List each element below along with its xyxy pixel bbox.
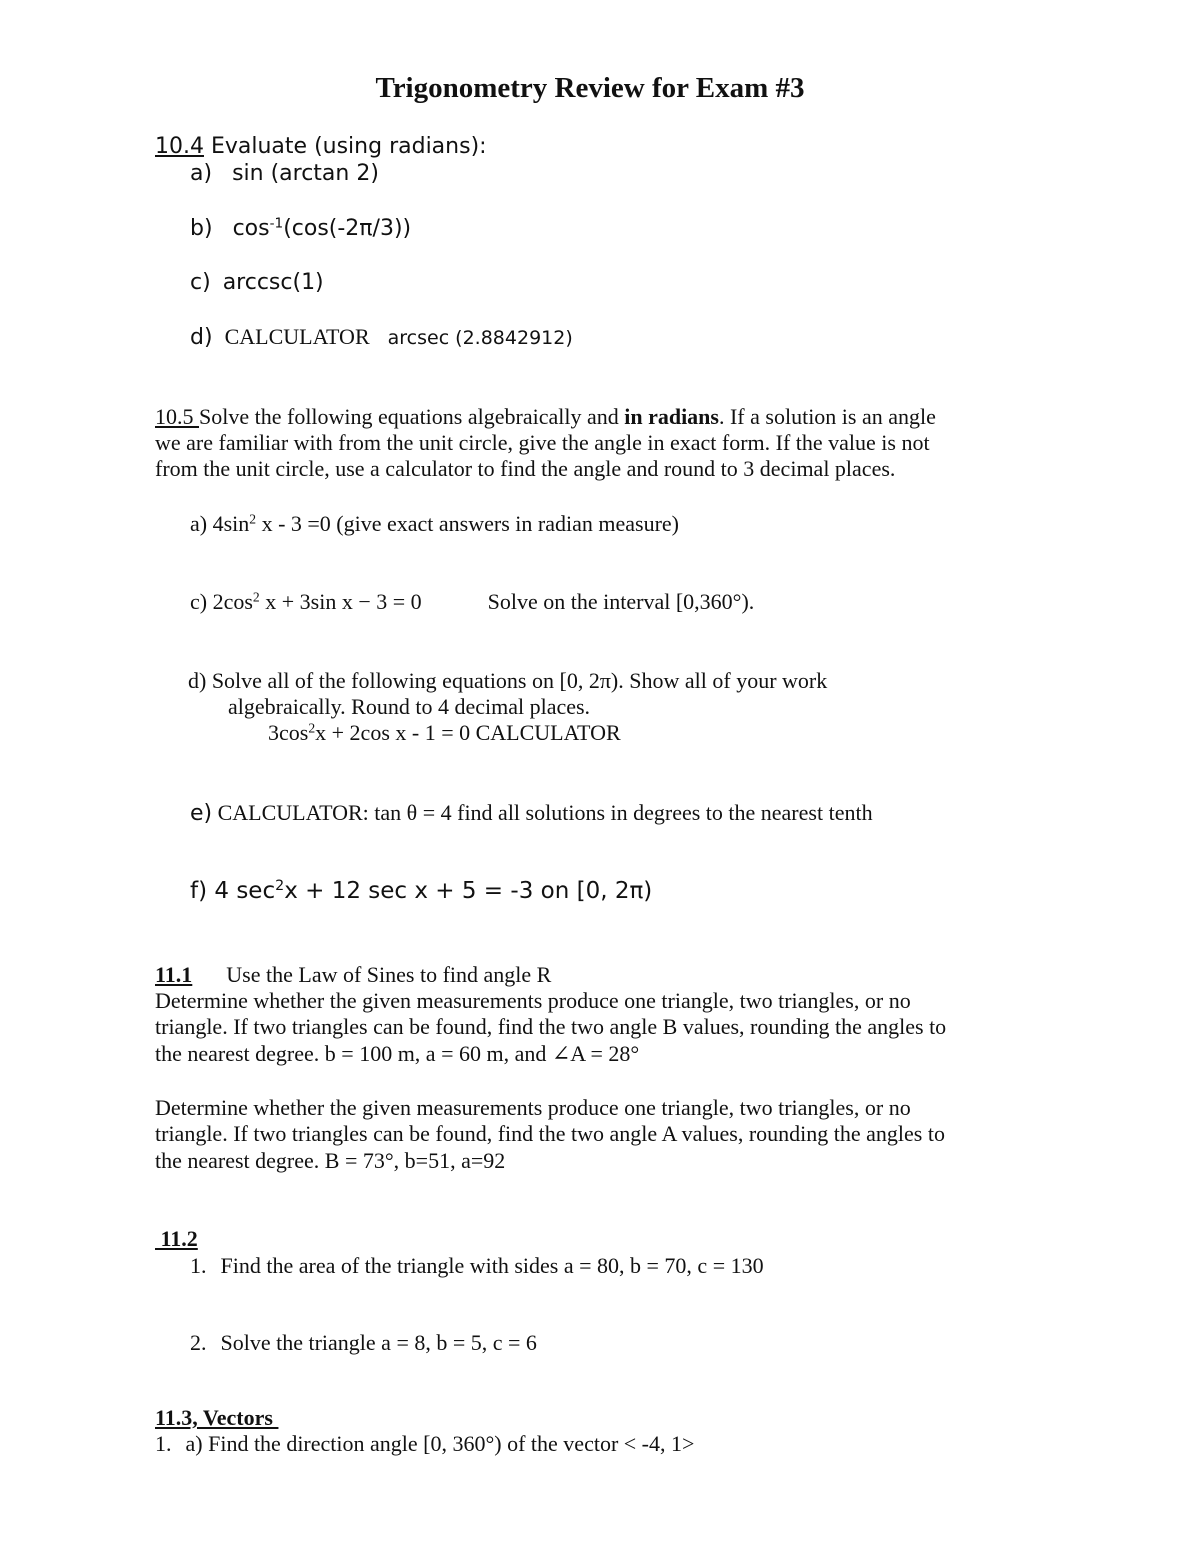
item-text: (cos(-2π/3)): [283, 216, 412, 241]
item-label: d): [190, 325, 213, 350]
superscript: 2: [249, 511, 257, 527]
intro-text: . If a solution is an angle: [718, 404, 936, 429]
intro-bold: in radians: [624, 404, 719, 429]
item-text: x - 3 =0 (give exact answers in radian measure): [256, 511, 679, 536]
item-label: 2.: [190, 1330, 207, 1355]
problem-10-4-b: [190, 216, 411, 241]
item-text: x + 12 sec x + 5 = -3 on [0, 2π): [284, 878, 653, 904]
problem-11-2-2: [190, 1330, 537, 1356]
section-10-5-intro-line-2: we are familiar with from the unit circle, give the angle in exact form. If the value is not: [155, 430, 930, 455]
section-number: 11.3, Vectors: [155, 1405, 279, 1430]
problem-10-4-d: [190, 324, 573, 350]
item-label: b): [190, 216, 213, 241]
problem-11-3-1: [155, 1431, 694, 1457]
superscript: 2: [308, 720, 316, 736]
section-11-1-p1-line-3: the nearest degree. b = 100 m, a = 60 m, and ∠A = 28°: [155, 1041, 640, 1066]
item-text: a) Find the direction angle [0, 360°) of the vector < -4, 1>: [185, 1431, 695, 1456]
section-heading: Use the Law of Sines to find angle R: [226, 962, 552, 987]
section-heading: Evaluate (using radians):: [203, 134, 487, 159]
section-11-3-header: [155, 1405, 278, 1431]
item-text: CALCULATOR: [224, 324, 370, 349]
item-label: 1.: [155, 1431, 172, 1456]
section-11-1-header: [155, 962, 551, 988]
item-label: e): [190, 801, 213, 826]
superscript: 2: [275, 878, 285, 895]
page-title: Trigonometry Review for Exam #3: [375, 72, 805, 104]
section-number: 11.1: [155, 962, 193, 987]
problem-10-5-c: [190, 589, 754, 615]
item-text: x + 3sin x − 3 = 0: [259, 589, 422, 614]
problem-10-5-d-equation: [268, 720, 621, 746]
problem-10-5-f: [190, 878, 652, 904]
problem-10-4-c: [190, 270, 324, 295]
problem-10-5-d-line-2: algebraically. Round to 4 decimal places.: [228, 694, 591, 719]
problem-10-5-a: [190, 511, 679, 537]
item-label: 1.: [190, 1253, 207, 1278]
item-text: Find the area of the triangle with sides a = 80, b = 70, c = 130: [220, 1253, 764, 1278]
item-text: cos: [232, 216, 270, 241]
item-label: a): [190, 161, 213, 186]
item-text: Solve on the interval [0,360°).: [487, 589, 755, 614]
superscript: 2: [252, 589, 260, 605]
section-11-1-p2-line-2: triangle. If two triangles can be found, find the two angle A values, rounding the angles to: [155, 1121, 945, 1146]
item-text: a) 4sin: [190, 511, 250, 536]
item-text: sin (arctan 2): [232, 161, 379, 186]
item-label: c): [190, 270, 211, 295]
item-expression: arcsec (2.8842912): [387, 327, 573, 349]
item-text: c) 2cos: [190, 589, 253, 614]
section-10-5-intro-line-3: from the unit circle, use a calculator to find the angle and round to 3 decimal places.: [155, 456, 896, 481]
problem-10-5-e: [190, 800, 873, 826]
intro-text: Solve the following equations algebraically and: [199, 404, 625, 429]
superscript: -1: [269, 215, 284, 232]
section-number: 10.5: [155, 404, 199, 429]
problem-10-4-a: [190, 161, 379, 186]
problem-11-2-1: [190, 1253, 764, 1279]
section-10-4-header: [155, 134, 487, 159]
section-11-1-p2-line-3: the nearest degree. B = 73°, b=51, a=92: [155, 1148, 506, 1173]
section-11-2-header: [155, 1226, 198, 1252]
item-text: arccsc(1): [222, 270, 324, 295]
section-11-1-p2-line-1: Determine whether the given measurements produce one triangle, two triangles, or no: [155, 1095, 911, 1120]
section-10-5-intro-line-1: [155, 404, 936, 430]
item-text: f) 4 sec: [190, 878, 276, 904]
section-number: 10.4: [155, 134, 204, 159]
item-text: CALCULATOR: tan θ = 4 find all solutions in degrees to the nearest tenth: [212, 800, 873, 825]
section-11-1-p1-line-1: Determine whether the given measurements produce one triangle, two triangles, or no: [155, 988, 911, 1013]
item-text: Solve the triangle a = 8, b = 5, c = 6: [220, 1330, 537, 1355]
section-11-1-p1-line-2: triangle. If two triangles can be found, find the two angle B values, rounding the angles to: [155, 1014, 947, 1039]
problem-10-5-d-line-1: d) Solve all of the following equations on [0, 2π). Show all of your work: [188, 668, 828, 693]
item-text: 3cos: [268, 720, 309, 745]
section-number: 11.2: [155, 1226, 198, 1251]
item-text: x + 2cos x - 1 = 0 CALCULATOR: [315, 720, 621, 745]
